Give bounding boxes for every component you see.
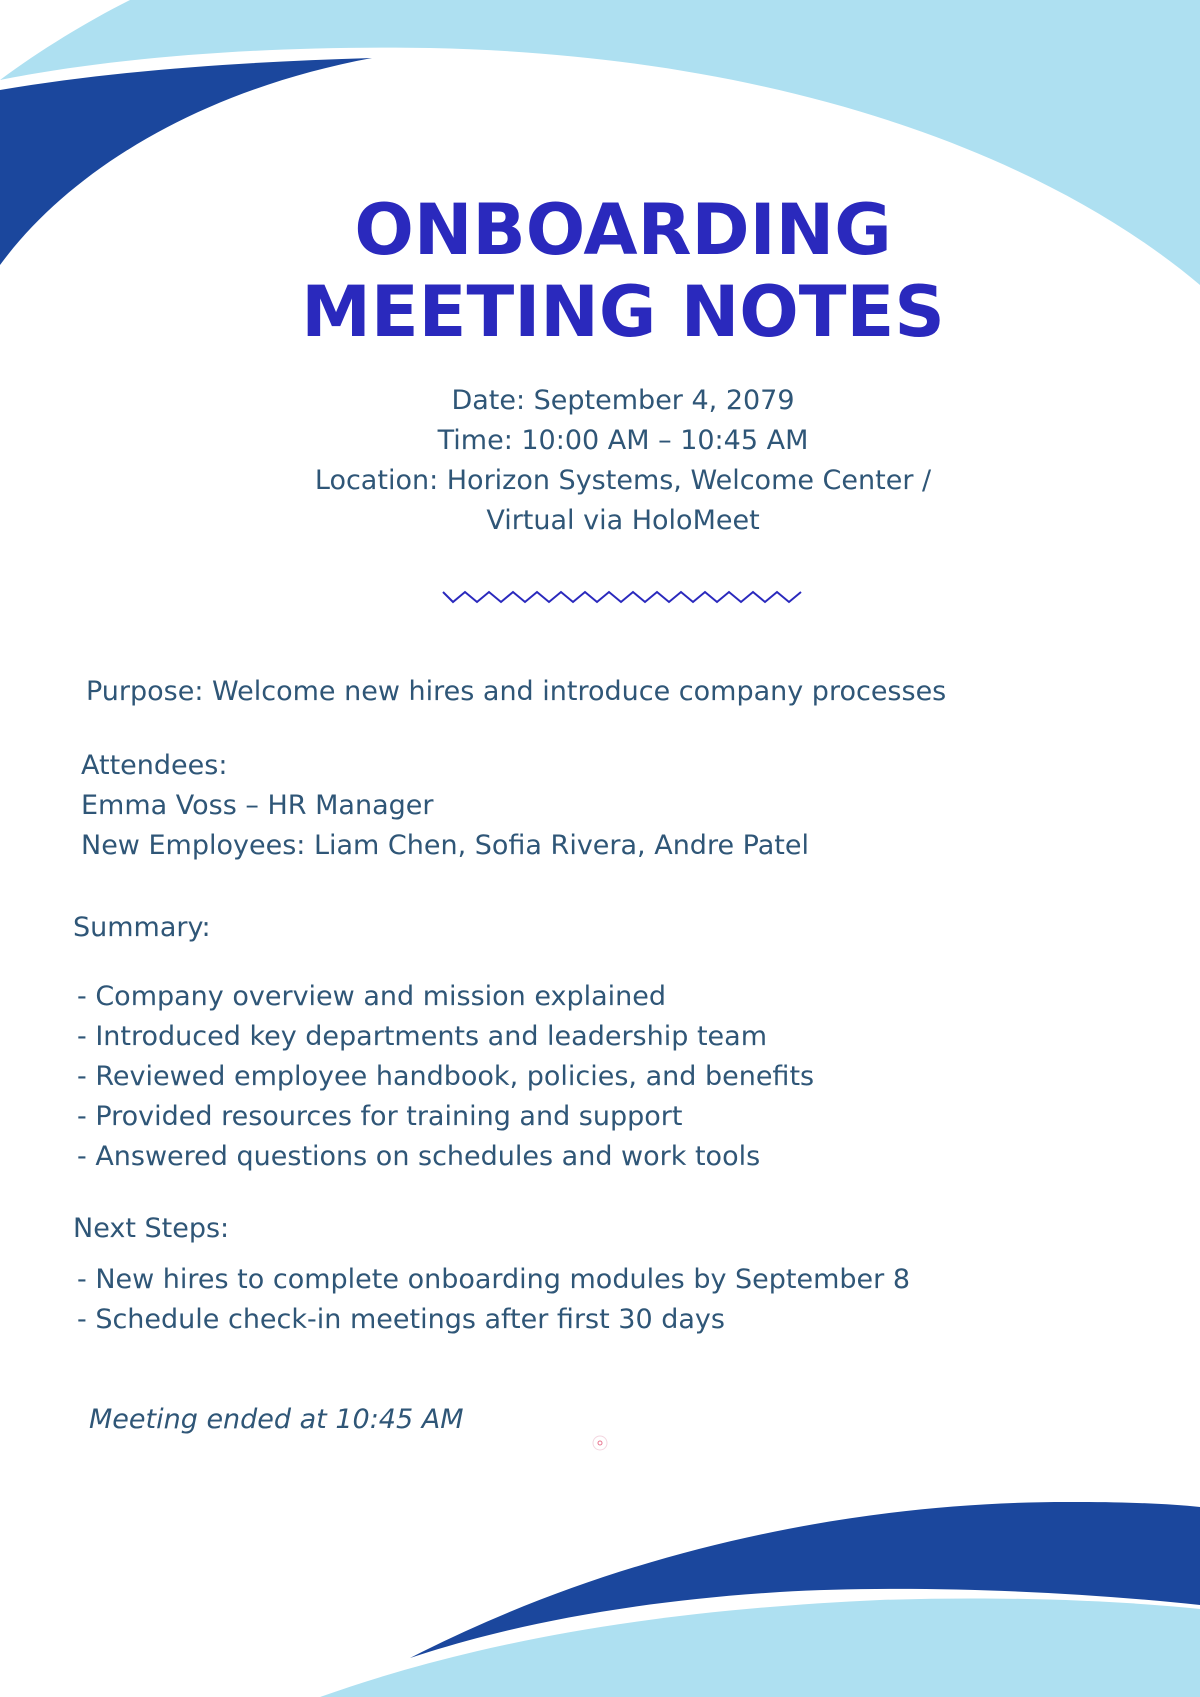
- summary-item: - Introduced key departments and leadership team: [77, 1021, 768, 1052]
- small-marker-icon: [593, 1436, 607, 1450]
- meeting-time: Time: 10:00 AM – 10:45 AM: [437, 425, 809, 456]
- title-line-2: MEETING NOTES: [301, 271, 945, 353]
- summary-item: - Company overview and mission explained: [77, 981, 667, 1012]
- attendees-heading: Attendees:: [81, 750, 228, 781]
- attendee-item: New Employees: Liam Chen, Sofia Rivera, Andre Patel: [81, 830, 809, 861]
- bottom-light-wave: [320, 1598, 1200, 1697]
- next-step-item: - Schedule check-in meetings after first 30 days: [77, 1304, 725, 1335]
- title-line-1: ONBOARDING: [354, 189, 892, 271]
- next-steps-list: [77, 1260, 910, 1340]
- attendee-item: Emma Voss – HR Manager: [81, 790, 434, 821]
- summary-item: - Provided resources for training and support: [77, 1101, 683, 1132]
- summary-list: [77, 977, 814, 1177]
- purpose-text: Purpose: Welcome new hires and introduce company processes: [86, 676, 947, 707]
- meeting-date: Date: September 4, 2079: [451, 385, 795, 416]
- closing-note: Meeting ended at 10:45 AM: [89, 1404, 464, 1435]
- meeting-location-line-2: Virtual via HoloMeet: [486, 505, 760, 536]
- meeting-location-line-1: Location: Horizon Systems, Welcome Center /: [314, 465, 932, 496]
- summary-heading: Summary:: [73, 912, 211, 943]
- summary-item: - Answered questions on schedules and work tools: [77, 1141, 761, 1172]
- next-steps-heading: Next Steps:: [73, 1213, 230, 1244]
- next-step-item: - New hires to complete onboarding modules by September 8: [77, 1264, 911, 1295]
- attendees-list: [81, 786, 809, 866]
- zigzag-divider: [443, 592, 801, 602]
- summary-item: - Reviewed employee handbook, policies, and benefits: [77, 1061, 815, 1092]
